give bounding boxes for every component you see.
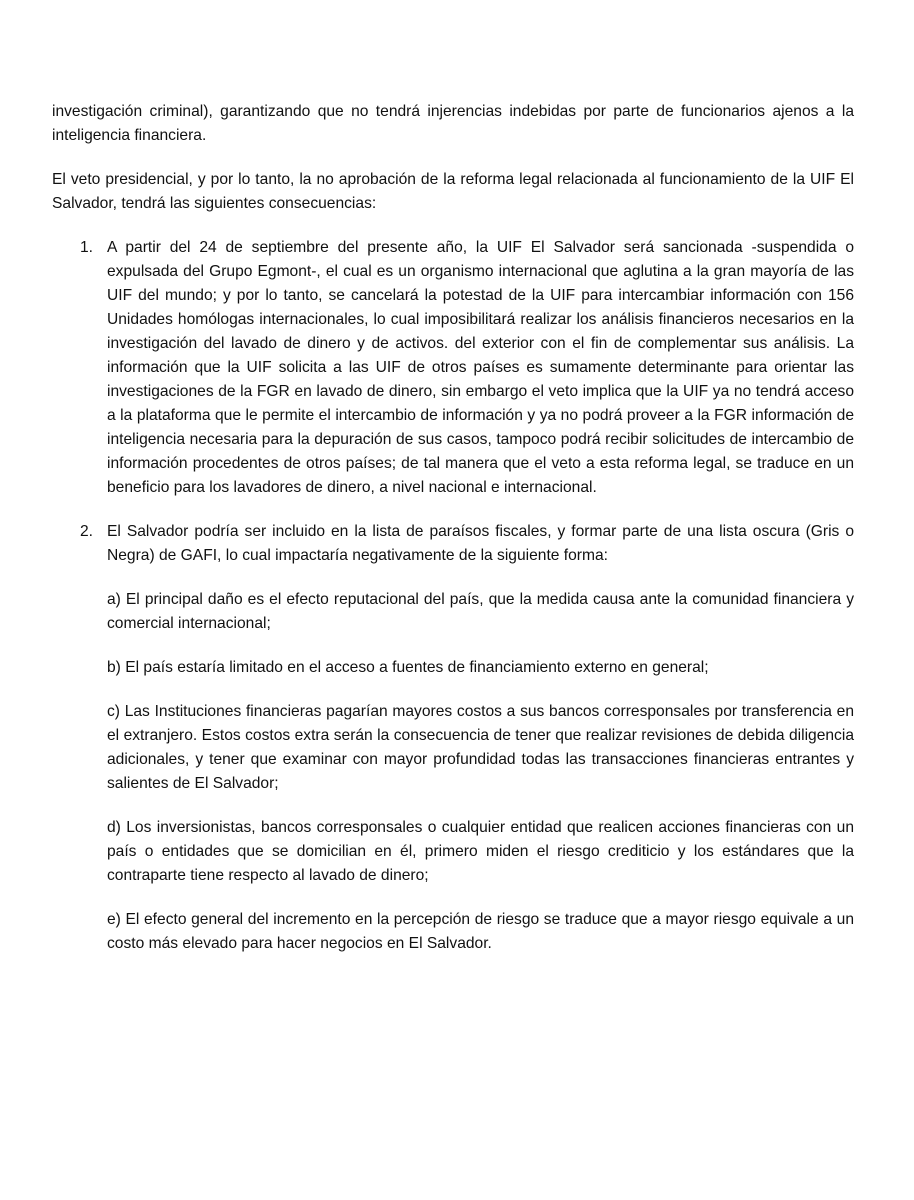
sub-item-e: e) El efecto general del incremento en la percepción de riesgo se traduce que a mayor riesgo equivale a un costo más elevado para hacer negocios en El Salvador. (107, 911, 854, 952)
paragraph-consequences-intro: El veto presidencial, y por lo tanto, la no aprobación de la reforma legal relacionada al funcionamiento de la UIF El Salvador, tendrá las siguientes consecuencias: (52, 171, 854, 212)
paragraph-continuation: investigación criminal), garantizando que no tendrá injerencias indebidas por parte de funcionarios ajenos a la inteligencia financiera. (52, 103, 854, 144)
sub-item-b: b) El país estaría limitado en el acceso a fuentes de financiamiento externo en general; (107, 659, 709, 676)
list-item-text: El Salvador podría ser incluido en la lista de paraísos fiscales, y formar parte de una lista oscura (Gris o Negra) de GAFI, lo cual impactaría negativamente de la siguiente forma: (107, 523, 854, 564)
list-item-1 (52, 236, 854, 500)
sub-item-d: d) Los inversionistas, bancos corresponsales o cualquier entidad que realicen acciones financieras con un país o entidades que se domicilian en él, primero miden el riesgo crediticio y los estándares que la contraparte tiene respecto al lavado de dinero; (107, 819, 854, 884)
sub-item-a: a) El principal daño es el efecto reputacional del país, que la medida causa ante la comunidad financiera y comercial internacional; (107, 591, 854, 632)
list-number: 1. (80, 239, 94, 256)
sub-item-c: c) Las Instituciones financieras pagarían mayores costos a sus bancos corresponsales por transferencia en el extranjero. Estos costos extra serán la consecuencia de tener que realizar revisiones de debida diligencia adicionales, y tener que examinar con mayor profundidad todas las transacciones financieras entrantes y salientes de El Salvador; (107, 703, 854, 792)
list-item-2 (52, 520, 854, 956)
document-page (52, 100, 854, 976)
list-number: 2. (80, 523, 94, 540)
list-item-text: A partir del 24 de septiembre del presente año, la UIF El Salvador será sancionada -suspendida o expulsada del Grupo Egmont-, el cual es un organismo internacional que aglutina a la gran mayoría de las UIF del mundo; y por lo tanto, se cancelará la potestad de la UIF para intercambiar información con 156 Unidades homólogas internacionales, lo cual imposibilitará realizar los análisis financieros necesarios en la investigación del lavado de dinero y de activos. del exterior con el fin de complementar sus análisis. La información que la UIF solicita a las UIF de otros países es sumamente determinante para orientar las investigaciones de la FGR en lavado de dinero, sin embargo el veto implica que la UIF ya no tendrá acceso a la plataforma que le permite el intercambio de información y ya no podrá proveer a la FGR información de inteligencia necesaria para la depuración de sus casos, tampoco podrá recibir solicitudes de intercambio de información procedentes de otros países; de tal manera que el veto a esta reforma legal, se traduce en un beneficio para los lavadores de dinero, a nivel nacional e internacional. (107, 239, 854, 496)
